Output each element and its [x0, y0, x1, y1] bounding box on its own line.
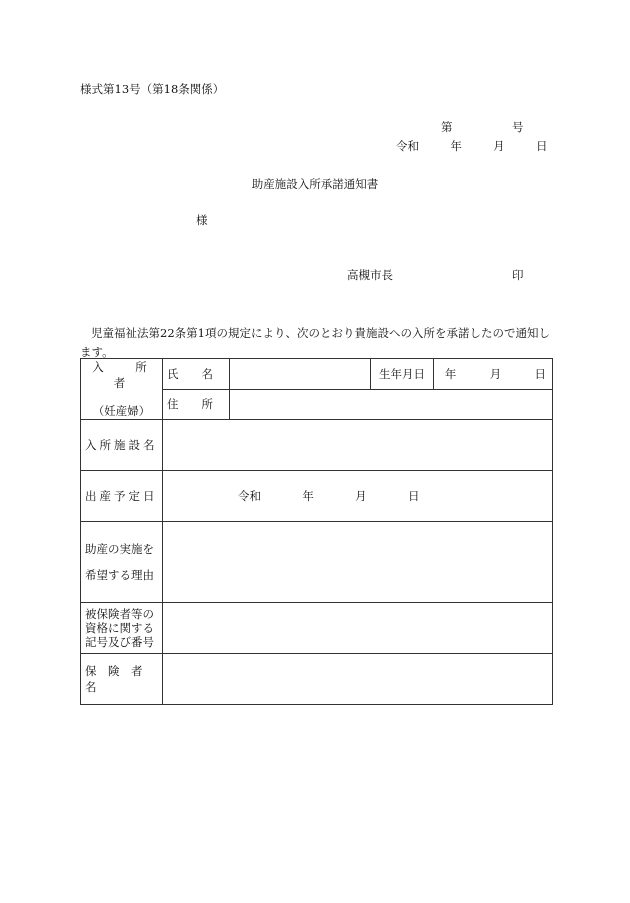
- birthdate-label: 生年月日: [371, 359, 434, 390]
- document-number-suffix: 号: [512, 120, 524, 134]
- insured-label-line-3: 記号及び番号: [85, 635, 154, 649]
- admittee-sublabel: （妊産婦）: [92, 404, 151, 418]
- issue-date: [396, 138, 547, 154]
- admission-form-table: [80, 358, 553, 705]
- due-date-month-unit: 月: [355, 489, 367, 503]
- insurer-label: 保 険 者 名: [81, 654, 163, 705]
- due-date-era: 令和: [238, 489, 261, 503]
- insurer-field[interactable]: [163, 654, 553, 705]
- issue-date-month: 月: [493, 139, 505, 153]
- name-label: 氏 名: [163, 359, 230, 390]
- reason-label-line-1: 助産の実施を: [85, 542, 154, 556]
- notice-body-text: 児童福祉法第22条第1項の規定により、次のとおり貴施設への入所を承諾したので通知します。: [80, 326, 550, 359]
- form-number: 様式第13号（第18条関係）: [80, 82, 225, 96]
- reason-label-line-2: 希望する理由: [85, 568, 154, 582]
- birth-month-unit: 月: [489, 366, 502, 381]
- insured-row: [81, 603, 553, 654]
- reason-row: [81, 522, 553, 603]
- birth-day-unit: 日: [534, 366, 546, 381]
- birthdate-field[interactable]: [434, 359, 553, 390]
- reason-label-cell: [81, 522, 163, 603]
- due-date-year-unit: 年: [302, 489, 314, 503]
- admittee-label: 入 所 者: [92, 360, 179, 390]
- reason-field[interactable]: [163, 522, 553, 603]
- name-row: [81, 359, 553, 390]
- issue-date-era: 令和: [396, 139, 419, 153]
- birth-year-unit: 年: [444, 366, 457, 381]
- due-date-label: 出産予定日: [81, 471, 163, 522]
- insured-label-line-2: 資格に関する: [85, 621, 154, 635]
- insurer-row: [81, 654, 553, 705]
- due-date-day-unit: 日: [407, 489, 420, 503]
- document-number-prefix: 第: [441, 120, 453, 134]
- insured-label-line-1: 被保険者等の: [85, 607, 154, 621]
- issue-date-day: 日: [535, 139, 548, 153]
- document-title: 助産施設入所承諾通知書: [251, 177, 379, 191]
- due-date-row: [81, 471, 553, 522]
- due-date-field[interactable]: [163, 471, 553, 522]
- admittee-label-cell: [81, 359, 179, 420]
- facility-row: [81, 420, 553, 471]
- address-field[interactable]: [230, 389, 553, 420]
- issue-date-year: 年: [450, 139, 462, 153]
- seal-mark: 印: [512, 268, 524, 282]
- facility-label: 入所施設名: [81, 420, 163, 471]
- facility-field[interactable]: [163, 420, 553, 471]
- address-label: 住 所: [163, 389, 230, 420]
- addressee-suffix: 様: [196, 213, 208, 227]
- sender-name: 高槻市長: [347, 268, 393, 282]
- insured-label-cell: [81, 603, 163, 654]
- name-field[interactable]: [230, 359, 371, 390]
- insured-field[interactable]: [163, 603, 553, 654]
